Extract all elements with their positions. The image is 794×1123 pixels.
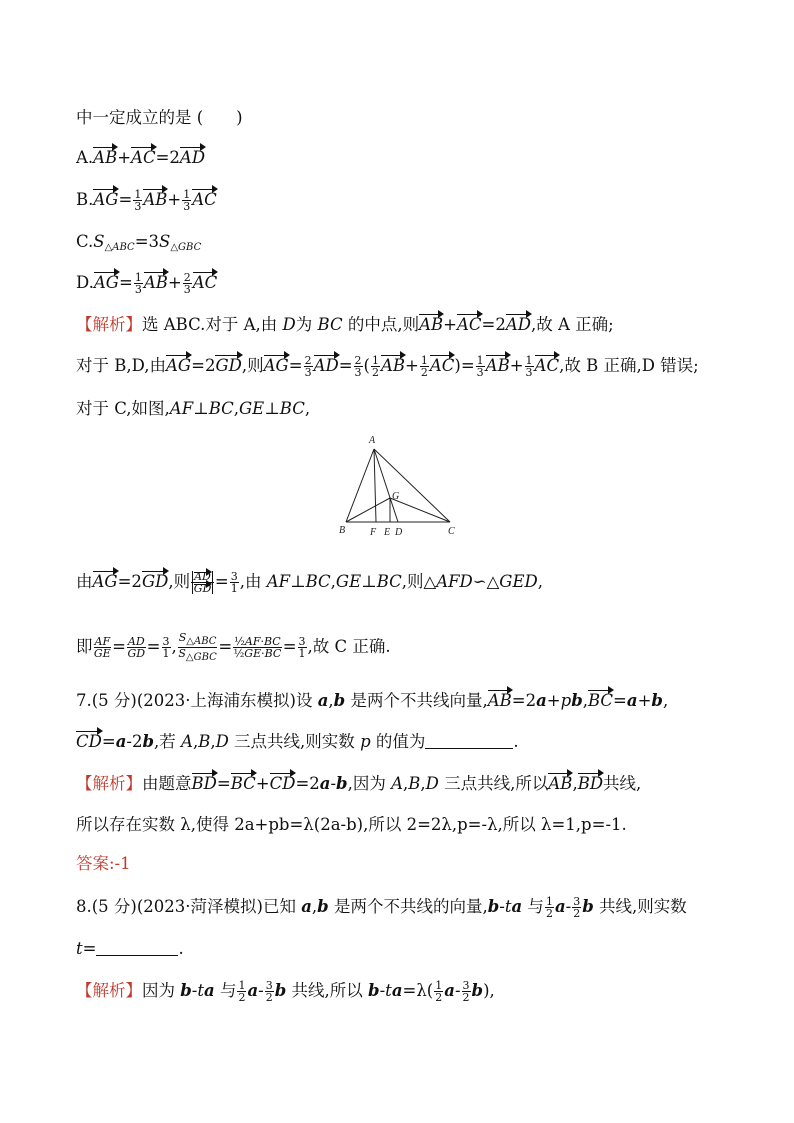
label-d: D xyxy=(395,527,403,538)
q8-solution-line1: 【解析】因为 b-ta 与 $\frac{1}{2}$ a- $\frac{3}{2}$ b 共线,所以 b-ta=λ( $\frac{1}{2}$ a- $\frac{3}{2}$ b), xyxy=(76,979,495,1004)
label-e: E xyxy=(384,527,391,538)
q7-solution-line1: 【解析】由题意BD=BC+CD=2a-b,因为 A,B,D 三点共线,所以AB,BD共线, xyxy=(76,772,641,796)
solution6-line3: 对于 C,如图,AF⊥BC,GE⊥BC, xyxy=(76,399,311,418)
q6-option-d: D.AG= $\frac{1}{3}$ AB+ $\frac{2}{3}$ AC xyxy=(76,271,218,296)
label-f: F xyxy=(370,527,377,538)
edge-ab xyxy=(346,449,374,522)
label-c: C xyxy=(448,526,455,537)
solution6-line2: 对于 B,D,由AG=2GD,则AG= $\frac{2}{3}$ AD= $\frac{2}{3}$ ( $\frac{1}{2}$ AB+ $\frac{1}{2}$ AC)= $\frac{1}{3}$ AB+ $\frac{1}{3}$ AC,故 B 正确,D 错误; xyxy=(76,354,699,379)
label-g: G xyxy=(392,491,400,502)
q6-option-a: A.AB+AC=2AD xyxy=(76,146,205,170)
altitude-af xyxy=(374,449,376,522)
triangle-figure xyxy=(336,432,466,542)
label-a: A xyxy=(369,435,376,446)
q6-option-c: $C.S_{\triangle ABC}=3S_{\triangle GBC}$ xyxy=(76,232,202,253)
solution6-line4: 由AG=2GD,则 $\frac{AD}{GD}$ = $\frac{3}{1}$ ,由 AF⊥BC,GE⊥BC,则△AFD∽△GED, xyxy=(76,570,544,595)
q6-stem: 中一定成立的是 ( ) xyxy=(76,108,243,127)
q7-solution-line2: 所以存在实数 λ,使得 2a+pb=λ(2a-b),所以 2=2λ,p=-λ,所以 λ=1,p=-1. xyxy=(76,815,627,834)
q7-line2: CD=a-2b,若 A,B,D 三点共线,则实数 p 的值为 . xyxy=(76,730,519,754)
solution6-line1: 【解析】选 ABC.对于 A,由 D为 BC 的中点,则AB+AC=2AD,故 A 正确; xyxy=(76,313,614,337)
q8-line2: t= . xyxy=(76,939,184,958)
q8-line1: 8.(5 分)(2023·菏泽模拟)已知 a,b 是两个不共线的向量,b-ta 与 $\frac{1}{2}$ a- $\frac{3}{2}$ b 共线,则实数 xyxy=(76,895,687,920)
edge-ac xyxy=(374,449,450,522)
q7-answer-blank[interactable] xyxy=(425,748,513,749)
q7-answer: 答案:-1 xyxy=(76,854,131,873)
label-b: B xyxy=(339,525,346,536)
q8-answer-blank[interactable] xyxy=(96,955,178,956)
analysis-tag: 【解析】 xyxy=(76,774,142,793)
segment-bg xyxy=(346,498,390,522)
q7-line1: 7.(5 分)(2023·上海浦东模拟)设 a,b 是两个不共线向量,AB=2a+pb,BC=a+b, xyxy=(76,689,668,713)
q6-option-b: B.AG= $\frac{1}{3}$ AB+ $\frac{1}{3}$ AC xyxy=(76,188,217,213)
solution6-line5: 即 $\frac{AF}{GE}$ = $\frac{AD}{GD}$ = $\frac{3}{1}$ , $\frac{\text{S△ABC}}{\text{S△GBC}}$ = $\frac{\text{½AF·BC}}{\text{½GE·BC}}$ = $\frac{3}{1}$ ,故 C 正确. xyxy=(76,631,391,663)
analysis-tag: 【解析】 xyxy=(76,315,142,334)
analysis-tag: 【解析】 xyxy=(76,981,142,1000)
